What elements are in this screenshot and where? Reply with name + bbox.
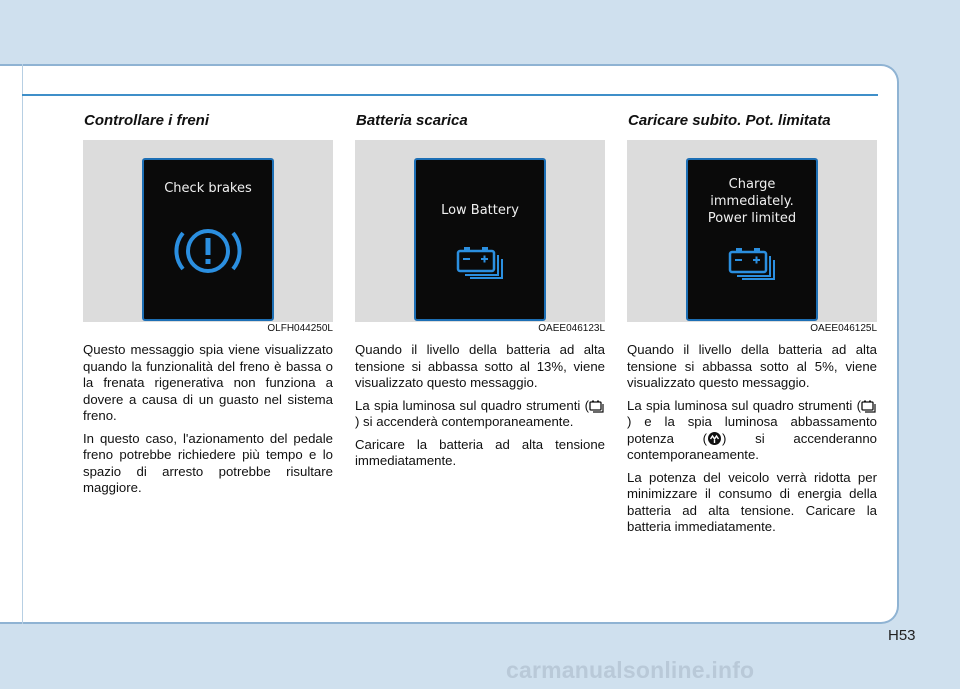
figure (355, 140, 605, 322)
text-span: ) e la spia luminosa abbassamento potenza ( (627, 414, 877, 446)
watermark: carmanualsonline.info (506, 657, 755, 683)
paragraph (627, 398, 877, 464)
battery-warning-icon (727, 246, 777, 280)
battery-warning-icon (455, 245, 505, 279)
margin-line (22, 64, 23, 624)
figure (83, 140, 333, 322)
paragraph: Questo messaggio spia viene visualizzato quando la funzionalità del freno è bassa o la frenata rigenerativa non funziona a dovere a causa di un guasto nel sistema freno. (83, 342, 333, 423)
figure-code: OAEE046123L (538, 323, 605, 334)
text-span: La spia luminosa sul quadro strumenti ( (355, 397, 589, 413)
paragraph: In questo caso, l'azionamento del pedale freno potrebbe richiedere più tempo e lo spazio di arresto potrebbe risultare maggiore. (83, 430, 333, 495)
brake-warning-icon (173, 221, 243, 281)
display-message: Check brakes (164, 181, 252, 196)
section-body (83, 342, 333, 497)
paragraph: La potenza del veicolo verrà ridotta per minimizzare il consumo di energia della batteria ad alta tensione. Caricare la batteria immediatamente. (627, 469, 877, 534)
display-message-line: Power limited (707, 211, 797, 226)
cluster-display (414, 158, 546, 321)
page-number: H53 (888, 627, 916, 644)
section-charge-immediately (627, 108, 877, 542)
section-title: Batteria scarica (356, 112, 468, 129)
paragraph (355, 398, 605, 431)
battery-indicator-icon (861, 399, 877, 413)
section-body (355, 342, 605, 470)
cluster-display (142, 158, 274, 321)
cluster-display (686, 158, 818, 321)
figure-code: OAEE046125L (810, 323, 877, 334)
text-span: La spia luminosa sul quadro strumenti ( (627, 397, 861, 413)
section-low-battery (355, 108, 605, 476)
figure-code: OLFH044250L (267, 323, 333, 334)
display-message-line: immediately. (710, 194, 794, 209)
header-rule (22, 94, 878, 96)
section-check-brakes (83, 108, 333, 503)
paragraph: Quando il livello della batteria ad alta tensione si abbassa sotto al 13%, viene visualizzato questo messaggio. (355, 342, 605, 390)
figure (627, 140, 877, 322)
display-message-line: Charge (728, 177, 776, 192)
paragraph: Quando il livello della batteria ad alta tensione si abbassa sotto al 5%, viene visualizzato questo messaggio. (627, 342, 877, 390)
section-title: Caricare subito. Pot. limitata (628, 112, 831, 129)
display-message: Low Battery (441, 203, 519, 218)
power-down-icon (707, 431, 722, 446)
section-title: Controllare i freni (84, 112, 210, 129)
text-span: ) si accenderanno contemporaneamente. (627, 430, 877, 462)
paragraph: Caricare la batteria ad alta tensione immediatamente. (355, 436, 605, 468)
section-body (627, 342, 877, 536)
text-span: ) si accenderà contemporaneamente. (355, 414, 574, 429)
battery-indicator-icon (589, 399, 605, 413)
